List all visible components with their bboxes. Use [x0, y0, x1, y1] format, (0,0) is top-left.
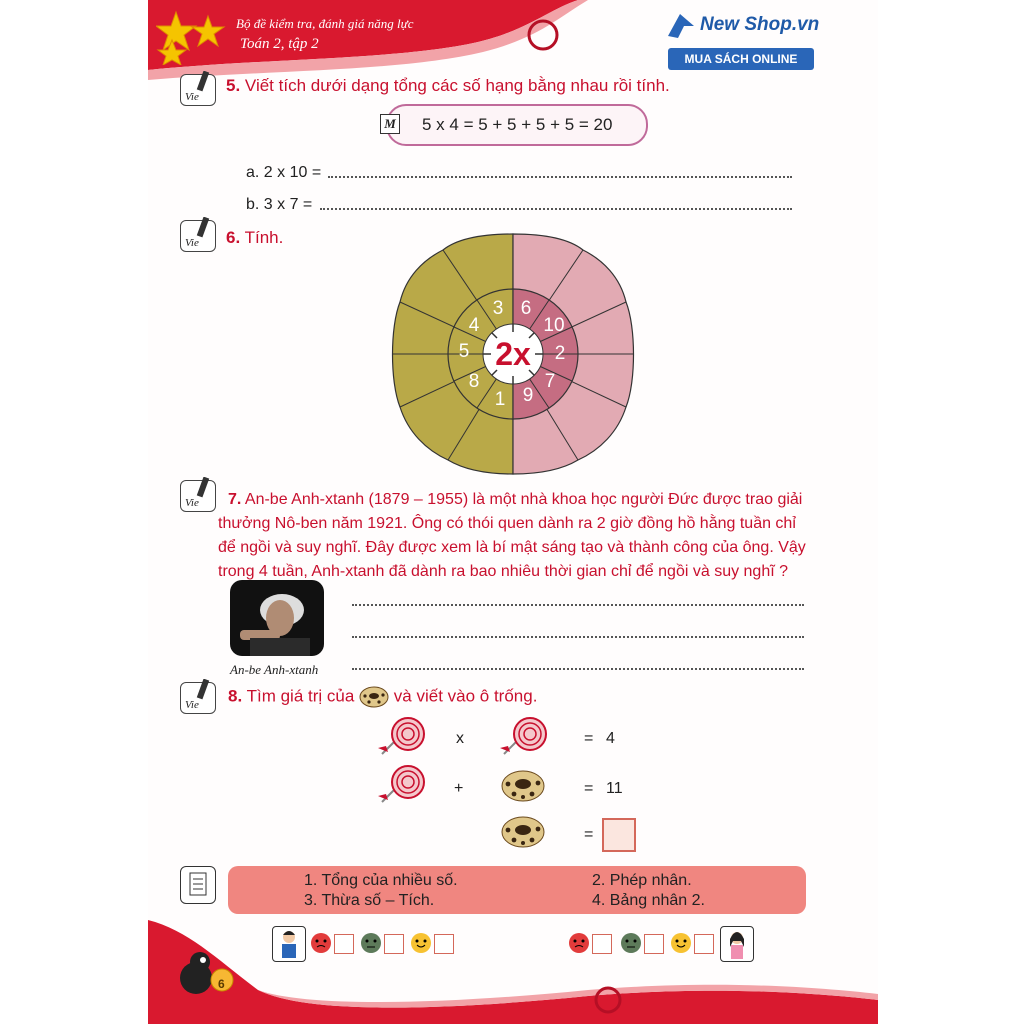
cookie-icon — [359, 686, 389, 708]
summary-item: 4. Bảng nhân 2. — [592, 892, 705, 909]
angry-face-icon — [310, 932, 332, 954]
q5-text: Viết tích dưới dạng tổng các số hạng bằng nhau rồi tính. — [244, 76, 670, 95]
wheel-right-number: 6 — [520, 298, 532, 319]
wheel-right-number: 7 — [544, 371, 556, 392]
q6-number: 6. — [226, 228, 241, 247]
rating-checkbox[interactable] — [592, 934, 612, 954]
left-margin — [0, 0, 148, 1024]
stars-icon — [156, 10, 236, 65]
lollipop-icon — [376, 716, 430, 758]
workbook-page — [148, 0, 878, 1024]
rating-checkbox[interactable] — [334, 934, 354, 954]
wheel-right-number: 2 — [554, 343, 566, 364]
summary-item: 3. Thừa số – Tích. — [304, 892, 435, 909]
answer-box[interactable] — [602, 818, 636, 852]
pencil-badge-icon: Vie — [180, 220, 216, 252]
brand-logo[interactable] — [666, 12, 820, 42]
answer-line[interactable] — [352, 636, 804, 638]
q7-paragraph — [218, 488, 812, 584]
wheel-left-number: 3 — [492, 298, 504, 319]
result-value: 4 — [606, 730, 615, 747]
wheel-right-number: 10 — [543, 315, 565, 336]
equals-sign: = — [584, 826, 594, 843]
q8-text-after: và viết vào ô trống. — [393, 686, 538, 706]
wheel-left-number: 5 — [458, 341, 470, 362]
answer-line[interactable] — [352, 604, 804, 606]
brand-mark-icon — [666, 12, 696, 40]
wheel-left-number: 1 — [494, 389, 506, 410]
page-number: 6 — [218, 977, 225, 991]
cookie-icon — [500, 768, 546, 804]
q7-text: An-be Anh-xtanh (1879 – 1955) là một nhà khoa học người Đức được trao giải thưởng Nô-ben năm 1921. Ông có thói quen dành ra 2 giờ đồng hồ hằng tuần chỉ để ngồi và suy nghĩ. Đây được xem là bí mật sáng tạo và thành công của ông. Vậy trong 4 tuần, Anh-xtanh đã dành ra bao nhiêu thời gian chỉ để ngồi và suy nghĩ ? — [218, 491, 806, 580]
self-assessment-student-a — [272, 926, 460, 960]
lollipop-icon — [376, 764, 430, 806]
pencil-badge-icon: Vie — [180, 682, 216, 714]
equals-sign: = — [584, 730, 594, 747]
brand-tagline[interactable]: MUA SÁCH ONLINE — [668, 48, 814, 70]
answer-line[interactable] — [320, 208, 792, 210]
book-title: Toán 2, tập 2 — [240, 36, 319, 52]
q8-text-before: Tìm giá trị của — [246, 686, 355, 706]
wheel-left-number: 4 — [468, 315, 480, 336]
operator: x — [456, 730, 464, 747]
equals-sign: = — [584, 780, 594, 797]
summary-item: 2. Phép nhân. — [592, 872, 692, 889]
right-margin — [878, 0, 1024, 1024]
self-assessment-student-b — [568, 926, 758, 960]
angry-face-icon — [568, 932, 590, 954]
example-tag: M — [380, 114, 400, 134]
answer-line[interactable] — [352, 668, 804, 670]
girl-avatar-icon — [720, 926, 754, 962]
ant-mascot-icon — [174, 946, 234, 998]
brand-name: New Shop.vn — [700, 14, 820, 35]
q5-item-a: a. 2 x 10 = — [246, 164, 322, 181]
q5-heading — [226, 76, 670, 96]
rating-checkbox[interactable] — [694, 934, 714, 954]
multiplication-wheel — [388, 232, 638, 476]
q8-heading — [228, 686, 537, 708]
happy-face-icon — [670, 932, 692, 954]
example-text: 5 x 4 = 5 + 5 + 5 + 5 = 20 — [422, 115, 613, 134]
pencil-badge-icon: Vie — [180, 480, 216, 512]
wheel-center-label: 2x — [495, 336, 531, 372]
neutral-face-icon — [360, 932, 382, 954]
rating-checkbox[interactable] — [384, 934, 404, 954]
notes-icon — [180, 866, 216, 904]
summary-item: 1. Tổng của nhiều số. — [304, 872, 458, 889]
q6-text: Tính. — [244, 228, 284, 247]
happy-face-icon — [410, 932, 432, 954]
wheel-left-number: 8 — [468, 371, 480, 392]
answer-line[interactable] — [328, 176, 792, 178]
cookie-icon — [500, 814, 546, 850]
wheel-right-number: 9 — [522, 385, 534, 406]
rating-checkbox[interactable] — [644, 934, 664, 954]
q8-number: 8. — [228, 686, 243, 706]
q5-number: 5. — [226, 76, 241, 95]
result-value: 11 — [606, 780, 623, 797]
lollipop-icon — [498, 716, 552, 758]
einstein-photo — [230, 580, 324, 656]
example-pill — [386, 104, 648, 146]
neutral-face-icon — [620, 932, 642, 954]
operator: + — [454, 780, 464, 797]
q6-heading — [226, 228, 283, 248]
footer-banner — [148, 900, 878, 1024]
q7-number: 7. — [228, 491, 242, 508]
photo-caption: An-be Anh-xtanh — [230, 662, 319, 677]
pencil-badge-icon: Vie — [180, 74, 216, 106]
rating-checkbox[interactable] — [434, 934, 454, 954]
series-title: Bộ đề kiểm tra, đánh giá năng lực — [236, 16, 414, 31]
boy-avatar-icon — [272, 926, 306, 962]
q5-item-b: b. 3 x 7 = — [246, 196, 313, 213]
